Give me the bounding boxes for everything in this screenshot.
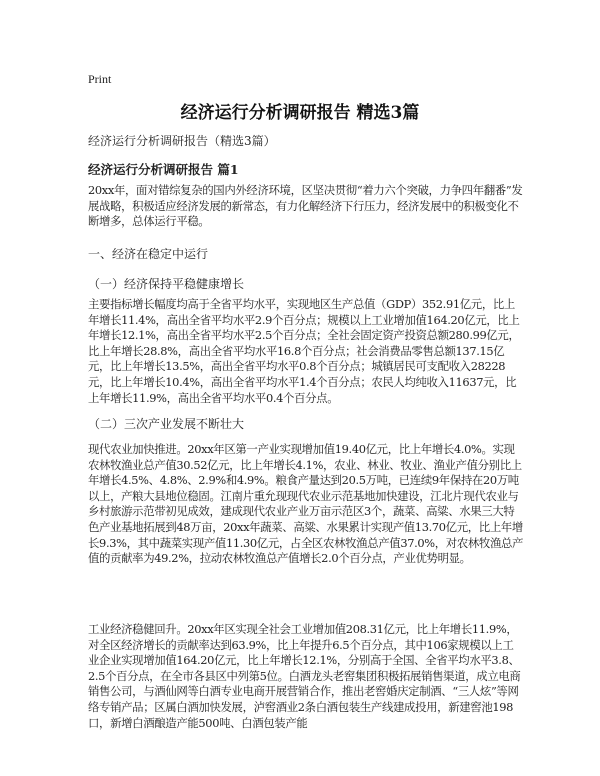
heading-economy-stable: 一、经济在稳定中运行 <box>88 247 209 261</box>
page-title: 经济运行分析调研报告 精选3篇 <box>180 103 420 123</box>
intro-paragraph: 20xx年，面对错综复杂的国内外经济环境，区坚决贯彻“着力六个突破，力争四年翻番”发展战略，积极适应经济发展的新常态，有力化解经济下行压力，经济发展中的积极变化不断增多，总体运行平稳。 <box>88 183 523 229</box>
agriculture-paragraph: 现代农业加快推进。20xx年区第一产业实现增加值19.40亿元，比上年增长4.0%。实现农林牧渔业总产值30.52亿元，比上年增长4.1%，农业、林业、牧业、渔业产值分别比上年增长4.5%、4.8%、2.9%和4.9%。粮食产量达到20.5万吨，已连续9年保持在20万吨以上，产粮大县地位稳固。江南片重允现现代农业示范基地加快建设，江北片现代农业与乡村旅游示范带初见成效，建成现代农业产业万亩示范区3个，蔬菜、高粱、水果三大特色产业基地拓展到48万亩，20xx年蔬菜、高粱、水果累计实现产值13.70亿元，比上年增长9.3%，其中蔬菜实现产值11.30亿元，占全区农林牧渔总产值37.0%，对农林牧渔总产值的贡献率为49.2%，拉动农林牧渔总产值增长2.0个百分点，产业优势明显。 <box>88 442 524 566</box>
print-link[interactable]: Print <box>88 72 112 86</box>
subtitle: 经济运行分析调研报告（精选3篇） <box>88 134 276 148</box>
heading-three-industries: （二）三次产业发展不断壮大 <box>88 417 245 431</box>
industry-paragraph: 工业经济稳健回升。20xx年区实现全社会工业增加值208.31亿元，比上年增长11.9%，对全区经济增长的贡献率达到63.9%，比上年提升6.5个百分点，其中106家规模以上工业企业实现增加值164.20亿元，比上年增长12.1%，分别高于全国、全省平均水平3.8、2.5个百分点，在全市各县区中列第5位。白酒龙头老窖集团积极拓展销售渠道，成立电商销售公司，与酒仙网等白酒专业电商开展营销合作，推出老窖婚庆定制酒、“三人炫”等网络专销产品；区属白酒加快发展，泸窖酒业2条白酒包装生产线建成投用，新建窖池198口，新增白酒酿造产能500吨、白酒包装产能 <box>88 622 521 730</box>
section-title: 经济运行分析调研报告 篇1 <box>88 162 239 177</box>
heading-steady-growth: （一）经济保持平稳健康增长 <box>88 277 245 291</box>
indicators-paragraph: 主要指标增长幅度均高于全省平均水平，实现地区生产总值（GDP）352.91亿元，比上年增长11.4%，高出全省平均水平2.9个百分点；规模以上工业增加值164.20亿元，比上年增长12.1%，高出全省平均水平2.5个百分点；全社会固定资产投资总额280.99亿元，比上年增长28.8%，高出全省平均水平16.8个百分点；社会消费品零售总额137.15亿元，比上年增长13.5%，高出全省平均水平0.8个百分点；城镇居民可支配收入28228元，比上年增长10.4%，高出全省平均水平1.4个百分点；农民人均纯收入11637元，比上年增长11.9%，高出全省平均水平0.4个百分点。 <box>88 297 520 405</box>
